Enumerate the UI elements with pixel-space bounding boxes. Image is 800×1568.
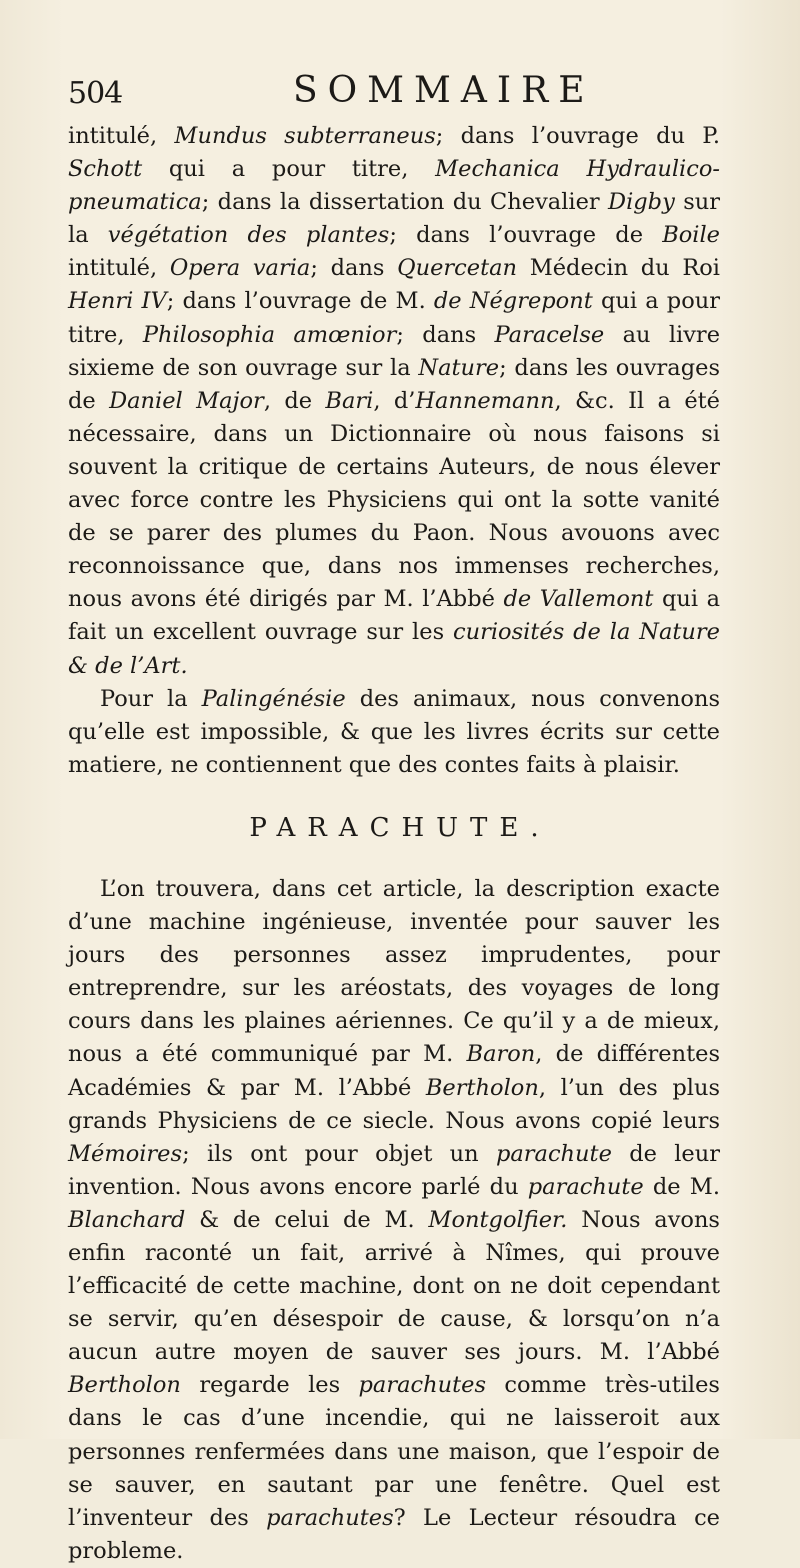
paragraph-parachute: L’on trouvera, dans cet article, la description exacte d’une machine ingénieuse, inventée pour sauver les jours des personnes assez imprudentes, pour entreprendre, sur les aréostats, des voyages de long cours dans les plaines aériennes. Ce qu’il y a de mieux, nous a été communiqué par M. Baron, de différentes Académies & par M. l’Abbé Bertholon, l’un des plus grands Physiciens de ce siecle. Nous avons copié leurs Mémoires; ils ont pour objet un parachute de leur invention. Nous avons encore parlé du parachute de M. Blanchard & de celui de M. Montgolfier. Nous avons enfin raconté un fait, arrivé à Nîmes, qui prouve l’efficacité de cette machine, dont on ne doit cependant se servir, qu’en désespoir de cause, & lorsqu’on n’a aucun autre moyen de sauver ses jours. M. l’Abbé Bertholon regarde les parachutes comme très-utiles dans le cas d’une incendie, qui ne laisseroit aux personnes renfermées dans une maison, que l’espoir de se sauver, en sautant par une fenêtre. Quel est l’inventeur des parachutes? Le Lecteur résoudra ce probleme. bbox=[68, 875, 721, 1564]
page-number: 504 bbox=[68, 76, 123, 111]
paragraph-palingenesie: Pour la Palingénésie des animaux, nous convenons qu’elle est impossible, & que les livres écrits sur cette matiere, ne contiennent que des contes faits à plaisir. bbox=[68, 685, 721, 778]
section-heading: PARACHUTE. bbox=[249, 812, 551, 843]
running-title: SOMMAIRE bbox=[293, 70, 595, 111]
page-header bbox=[68, 70, 718, 120]
body-text bbox=[68, 120, 720, 1568]
paragraph-references: intitulé, Mundus subterraneus; dans l’ouvrage du P. Schott qui a pour titre, Mechanica Hydraulico-pneumatica; dans la dissertation du Chevalier Digby sur la végétation des plantes; dans l’ouvrage de Boile intitulé, Opera varia; dans Quercetan Médecin du Roi Henri IV; dans l’ouvrage de M. de Négrepont qui a pour titre, Philosophia amœnior; dans Paracelse au livre sixieme de son ouvrage sur la Nature; dans les ouvrages de Daniel Major, de Bari, d’Hannemann, &c. Il a été nécessaire, dans un Dictionnaire où nous faisons si souvent la critique de certains Auteurs, de nous élever avec force contre les Physiciens qui ont la sotte vanité de se parer des plumes du Paon. Nous avouons avec reconnoissance que, dans nos immenses recherches, nous avons été dirigés par M. l’Abbé de Vallemont qui a fait un excellent ouvrage sur les curiosités de la Nature & de l’Art. bbox=[68, 123, 721, 679]
